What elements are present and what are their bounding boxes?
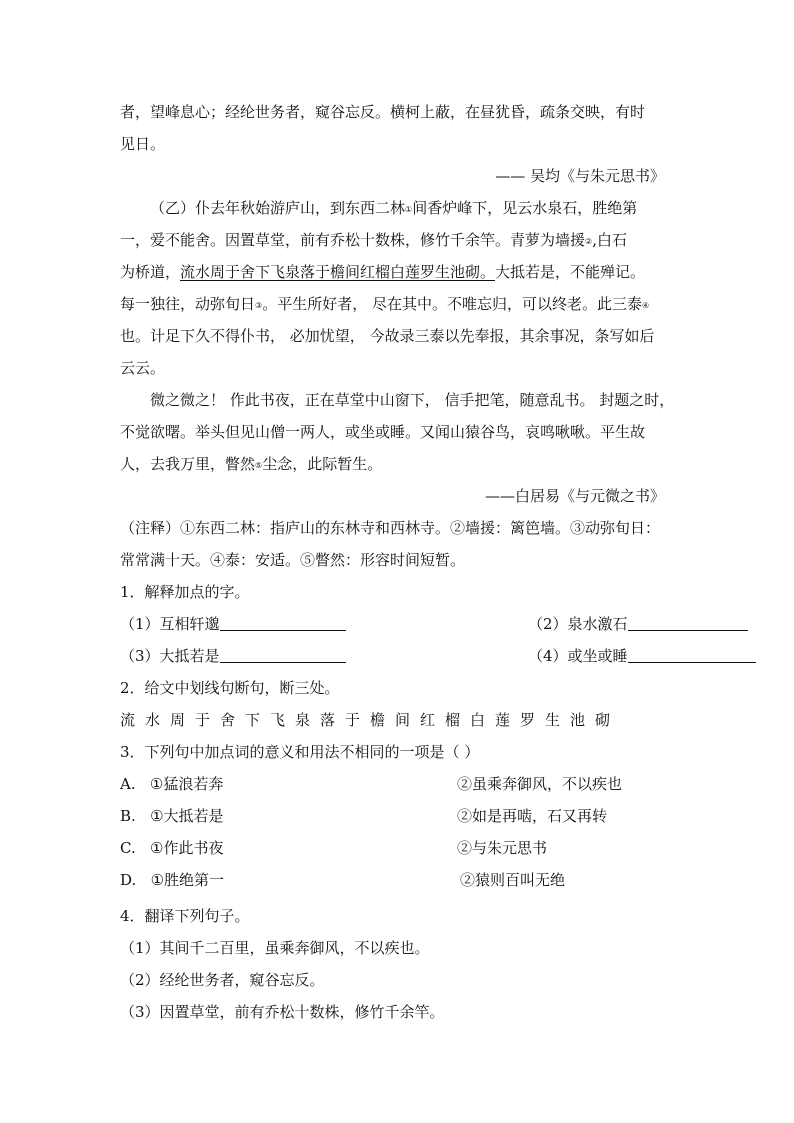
passage-a-line-1: 者，望峰息心；经纶世务者，窥谷忘反。横柯上蔽，在昼犹昏，疏条交映，有时 (120, 103, 646, 121)
q2-sentence: 流水周于舍下飞泉落于檐间红榴白莲罗生池砌 (120, 711, 621, 729)
passage-b-line-4 (120, 294, 680, 316)
option-label: B. (120, 807, 136, 825)
option-label: A. (120, 775, 136, 793)
q1-item-2-wrap (528, 614, 748, 634)
q1-item-2: （2）泉水激石 (528, 615, 628, 633)
passage-b-p2-line-2: 不觉欲曙。举头但见山僧一两人，或坐或睡。又闻山猿谷鸟，哀鸣啾啾。平生故 (120, 423, 646, 441)
answer-blank[interactable] (628, 648, 756, 663)
option-part-1: ①作此书夜 (150, 839, 224, 857)
q3-stem: 3．下列句中加点词的意义和用法不相同的一项是（ ） (120, 743, 480, 761)
passage-a-attribution: —— 吴均《与朱元思书》 (495, 167, 665, 185)
option-part-2: ②虽乘奔御风，不以疾也 (457, 775, 623, 793)
answer-blank[interactable] (628, 616, 748, 631)
passage-b-line-3 (120, 262, 680, 282)
q2-stem: 2．给文中划线句断句，断三处。 (120, 679, 340, 697)
text-seg: 。平生所好者， 尽在其中。不唯忘归，可以终老。此三泰 (262, 295, 642, 313)
passage-b-line-2 (120, 230, 680, 252)
q4-item-3: （3）因置草堂，前有乔松十数株，修竹千余竿。 (120, 1003, 445, 1021)
q3-option-d[interactable] (120, 870, 680, 890)
footnote-marker: ① (405, 205, 413, 214)
q3-option-a[interactable] (120, 774, 680, 794)
passage-a-line-2: 见日。 (120, 135, 166, 153)
q1-item-4-wrap (528, 646, 756, 666)
option-part-2: ②如是再啮，石又再转 (457, 807, 608, 825)
underlined-sentence: 流水周于舍下飞泉落于檐间红榴白莲罗生池砌。 (180, 263, 496, 281)
passage-b-line-1 (150, 198, 680, 220)
q1-row-2 (120, 646, 680, 666)
option-part-2: ②与朱元思书 (457, 839, 548, 857)
passage-b-p2-line-3 (120, 454, 680, 476)
answer-blank[interactable] (220, 648, 346, 663)
notes-line-1: （注释）①东西二林：指庐山的东林寺和西林寺。②墙援：篱笆墙。③动弥旬日： (120, 519, 661, 537)
text-seg: 为桥道， (120, 263, 181, 281)
q1-row-1 (120, 614, 680, 634)
q4-item-1: （1）其间千二百里，虽乘奔御风，不以疾也。 (120, 939, 430, 957)
passage-b-p2-line-1: 微之微之！ 作此书夜，正在草堂中山窗下， 信手把笔，随意乱书。 封题之时， (150, 391, 675, 409)
option-part-1: ①胜绝第一 (150, 871, 225, 889)
q3-option-c[interactable] (120, 838, 680, 858)
notes-line-2: 常常满十天。④泰：安适。⑤瞥然：形容时间短暂。 (120, 551, 466, 569)
footnote-marker: ③ (255, 301, 263, 310)
text-seg: ,白石 (592, 231, 627, 249)
text-seg: 大抵若是，不能殚记。 (495, 263, 646, 281)
passage-b-line-5: 也。计足下久不得仆书， 必加忧望， 今故录三泰以先奉报，其余事况，条写如后 (120, 327, 655, 345)
text-seg: 每一独往，动弥旬日 (120, 295, 256, 313)
q1-item-1: （1）互相轩邈 (120, 615, 220, 633)
q1-stem: 1．解释加点的字。 (120, 583, 250, 601)
option-part-1: ①大抵若是 (150, 807, 224, 825)
footnote-marker: ⑤ (255, 461, 263, 470)
q3-option-b[interactable] (120, 806, 680, 826)
q4-stem: 4．翻译下列句子。 (120, 907, 250, 925)
text-seg: （乙）仆去年秋始游庐山，到东西二林 (150, 199, 406, 217)
footnote-marker: ④ (641, 301, 650, 310)
q1-item-4: （4）或坐或睡 (528, 647, 628, 665)
option-part-2: ②猿则百叫无绝 (460, 871, 566, 889)
q1-item-3: （3）大抵若是 (120, 647, 220, 665)
q4-item-2: （2）经纶世务者，窥谷忘反。 (120, 971, 325, 989)
option-label: C. (120, 839, 136, 857)
passage-b-line-6: 云云。 (120, 359, 166, 377)
option-label: D. (120, 871, 137, 889)
option-part-1: ①猛浪若奔 (149, 775, 224, 793)
footnote-marker: ② (585, 237, 593, 246)
text-seg: 尘念，此际暂生。 (262, 455, 383, 473)
answer-blank[interactable] (220, 616, 346, 631)
text-seg: 人，去我万里，瞥然 (120, 455, 256, 473)
passage-b-attribution: ——白居易《与元微之书》 (484, 487, 665, 505)
text-seg: 一，爱不能舍。因置草堂，前有乔松十数株，修竹千余竿。青萝为墙援 (120, 231, 586, 249)
text-seg: 间香炉峰下，见云水泉石，胜绝第 (412, 199, 638, 217)
